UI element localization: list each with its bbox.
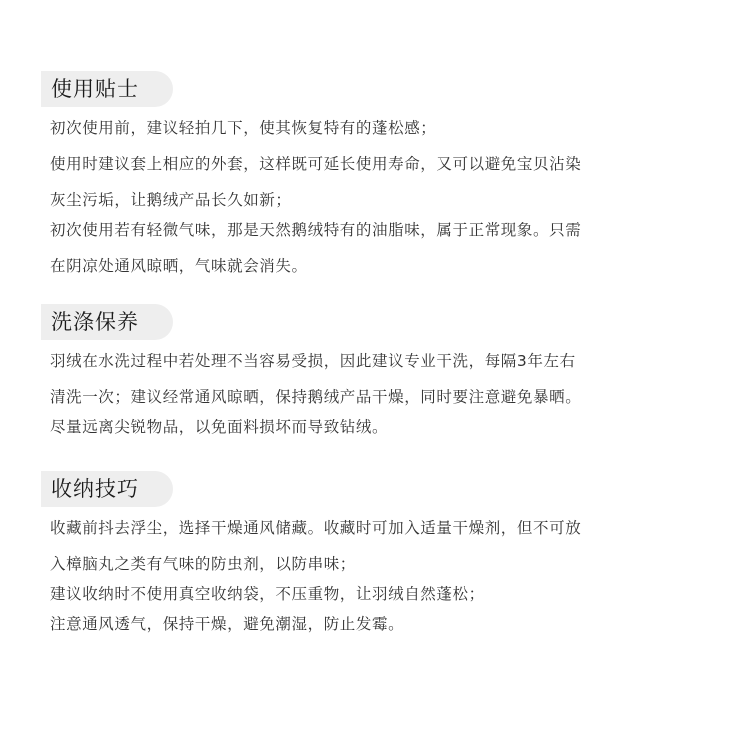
section-storage-tips — [41, 471, 681, 639]
usage-tip-line-4: 初次使用若有轻微气味，那是天然鹅绒特有的油脂味，属于正常现象。只需 — [50, 221, 582, 239]
section-title-storage-tips: 收纳技巧 — [41, 471, 173, 507]
usage-tip-line-2: 使用时建议套上相应的外套，这样既可延长使用寿命，又可以避免宝贝沾染 — [50, 155, 582, 173]
section-title-usage-tips: 使用贴士 — [41, 71, 173, 107]
section-usage-tips — [41, 71, 681, 281]
washing-care-line-3: 尽量远离尖锐物品，以免面料损坏而导致钻绒。 — [50, 418, 389, 436]
storage-tip-line-3: 建议收纳时不使用真空收纳袋，不压重物，让羽绒自然蓬松； — [50, 585, 485, 603]
washing-care-line-1: 羽绒在水洗过程中若处理不当容易受损，因此建议专业干洗，每隔3年左右 — [50, 352, 576, 370]
storage-tips-text — [41, 513, 681, 639]
storage-tip-line-2: 入樟脑丸之类有气味的防虫剂，以防串味； — [50, 555, 356, 573]
usage-tip-line-5: 在阴凉处通风晾晒，气味就会消失。 — [50, 257, 308, 275]
usage-tip-line-3: 灰尘污垢，让鹅绒产品长久如新； — [50, 191, 292, 209]
section-washing-care — [41, 304, 681, 442]
storage-tip-line-4: 注意通风透气，保持干燥，避免潮湿，防止发霉。 — [50, 615, 405, 633]
storage-tip-line-1: 收藏前抖去浮尘，选择干燥通风储藏。收藏时可加入适量干燥剂，但不可放 — [50, 519, 582, 537]
washing-care-text — [41, 346, 681, 442]
washing-care-line-2: 清洗一次；建议经常通风晾晒，保持鹅绒产品干燥，同时要注意避免暴晒。 — [50, 388, 582, 406]
usage-tip-line-1: 初次使用前，建议轻拍几下，使其恢复特有的蓬松感； — [50, 119, 437, 137]
section-title-washing-care: 洗涤保养 — [41, 304, 173, 340]
usage-tips-text — [41, 113, 681, 281]
